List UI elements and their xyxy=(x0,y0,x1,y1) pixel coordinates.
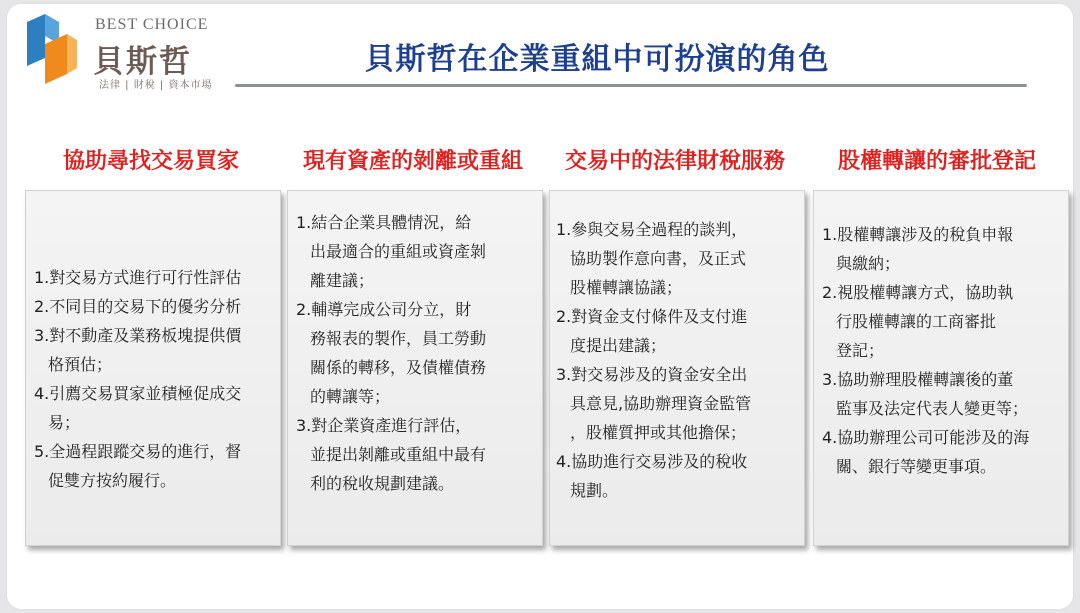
list-item xyxy=(556,215,804,302)
column-heading-equity-transfer: 股權轉讓的審批登記 xyxy=(837,149,1036,174)
list-item-line: 利的稅收規劃建議。 xyxy=(310,474,455,493)
logo-english: BEST CHOICE xyxy=(95,16,209,33)
list-item xyxy=(822,365,1068,423)
list-item xyxy=(556,447,804,505)
list-item-line: 2.不同目的交易下的優劣分析 xyxy=(34,297,242,316)
list-item-line: 關、銀行等變更事項。 xyxy=(836,456,997,476)
column-heading-find-buyers: 協助尋找交易買家 xyxy=(62,149,239,174)
list-item xyxy=(34,437,280,495)
list-item-line: 並提出剝離或重組中最有 xyxy=(310,445,487,464)
list-item xyxy=(34,292,280,321)
list-item-line: 具意見,協助辦理資金監管 xyxy=(570,394,752,413)
list-item-line: 監事及法定代表人變更等； xyxy=(836,398,1029,418)
logo-chinese: 貝斯哲 xyxy=(93,44,192,80)
list-item-line: 格預估； xyxy=(48,355,113,374)
list-item-line: 與繳納； xyxy=(836,253,901,273)
list-item xyxy=(296,295,542,411)
logo-mark-icon xyxy=(23,14,77,86)
list-item-line: 易； xyxy=(48,413,81,432)
list-item-line: 2.輔導完成公司分立，財 xyxy=(296,300,472,319)
list-item-line: 1.參與交易全過程的談判， xyxy=(556,220,748,239)
list-item-line: 度提出建議； xyxy=(570,336,667,355)
list-item-line: 促雙方按約履行。 xyxy=(48,471,177,490)
list-item xyxy=(34,321,280,379)
logo-tagline: 法律 | 財稅 | 資本市場 xyxy=(99,80,213,91)
service-card-asset-restructuring xyxy=(287,190,543,546)
list-item xyxy=(822,278,1068,365)
list-item-line: 3.對交易涉及的資金安全出 xyxy=(556,365,748,384)
list-item-line: 登記； xyxy=(836,340,885,360)
column-heading-asset-restructuring: 現有資產的剝離或重組 xyxy=(302,149,523,174)
list-item xyxy=(296,208,542,295)
list-item-line: 股權轉讓協議； xyxy=(570,278,683,297)
list-item-line: 務報表的製作，員工勞動 xyxy=(310,329,487,348)
list-item-line: 離建議； xyxy=(310,271,375,290)
list-item xyxy=(34,263,280,292)
list-item-line: 1.結合企業具體情況，給 xyxy=(296,213,472,232)
list-item-line: 協助製作意向書，及正式 xyxy=(570,249,747,268)
list-item-line: 3.對不動產及業務板塊提供價 xyxy=(34,326,242,345)
title-divider xyxy=(235,84,1027,87)
service-card-legal-tax-services xyxy=(549,190,805,546)
list-item-line: 4.協助辦理公司可能涉及的海 xyxy=(822,427,1030,447)
list-item-line: 關係的轉移，及債權債務 xyxy=(310,358,487,377)
list-item xyxy=(34,379,280,437)
list-item-line: 3.協助辦理股權轉讓後的董 xyxy=(822,369,1014,389)
service-card-equity-transfer xyxy=(813,190,1069,546)
list-item-line: 行股權轉讓的工商審批 xyxy=(836,311,997,331)
list-item-line: 1.對交易方式進行可行性評估 xyxy=(34,268,242,287)
list-item-line: 2.對資金支付條件及支付進 xyxy=(556,307,748,326)
slide xyxy=(7,4,1073,609)
page-title: 貝斯哲在企業重組中可扮演的角色 xyxy=(364,42,830,77)
company-logo xyxy=(23,12,223,92)
list-item-line: ，股權質押或其他擔保； xyxy=(570,423,747,442)
column-heading-legal-tax-services: 交易中的法律財稅服務 xyxy=(564,149,785,174)
list-item-line: 的轉讓等； xyxy=(310,387,391,406)
list-item xyxy=(556,302,804,360)
list-item-line: 1.股權轉讓涉及的稅負申報 xyxy=(822,224,1014,244)
list-item xyxy=(822,423,1068,481)
list-item-line: 2.視股權轉讓方式，協助執 xyxy=(822,282,1014,302)
list-item-line: 規劃。 xyxy=(570,481,619,500)
list-item xyxy=(822,220,1068,278)
list-item-line: 5.全過程跟蹤交易的進行，督 xyxy=(34,442,242,461)
list-item-line: 4.協助進行交易涉及的稅收 xyxy=(556,452,748,471)
list-item-line: 出最適合的重組或資產剝 xyxy=(310,242,487,261)
service-card-find-buyers xyxy=(25,190,281,546)
list-item xyxy=(556,360,804,447)
list-item-line: 3.對企業資產進行評估， xyxy=(296,416,472,435)
list-item-line: 4.引薦交易買家並積極促成交 xyxy=(34,384,242,403)
list-item xyxy=(296,411,542,498)
